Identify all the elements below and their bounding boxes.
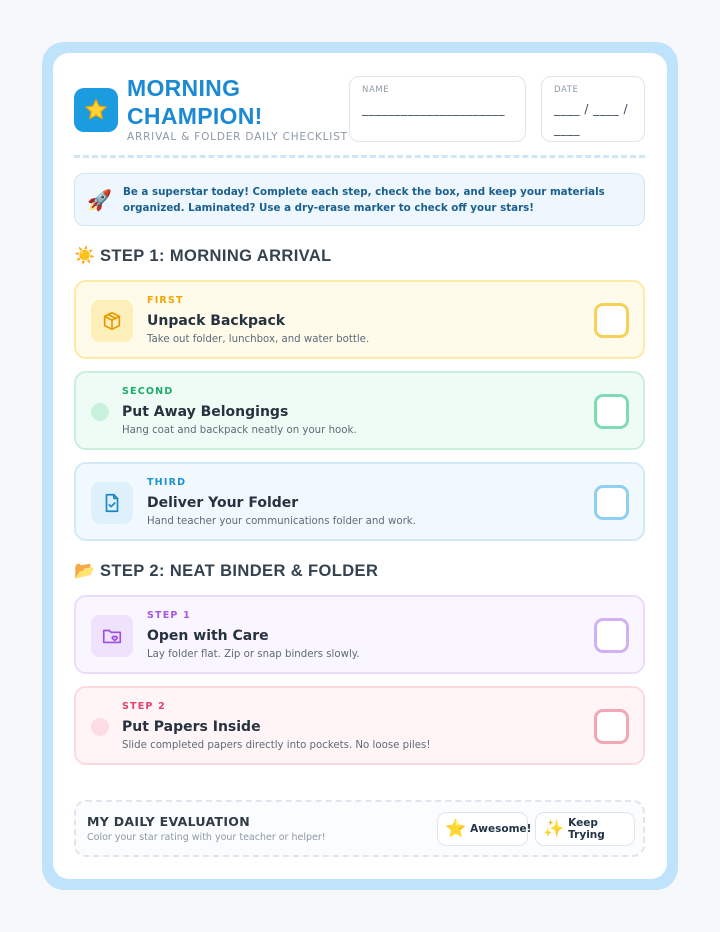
task-name: Open with Care (147, 628, 269, 644)
name-field[interactable] (349, 76, 526, 142)
task-open-with-care (74, 595, 645, 674)
section-title-arrival (74, 245, 332, 267)
task-order: THIRD (147, 477, 187, 488)
rating-label: Awesome! (470, 823, 532, 835)
document-check-icon (91, 482, 133, 524)
task-description: Lay folder flat. Zip or snap binders slowly. (147, 649, 360, 660)
sparkles-icon: ✨ (543, 819, 565, 839)
star-icon: ⭐ (445, 819, 467, 839)
box-icon (91, 300, 133, 342)
star-icon (74, 88, 118, 132)
task-description: Slide completed papers directly into pockets. No loose piles! (122, 740, 431, 751)
task-checkbox[interactable] (594, 618, 629, 653)
dot-icon (91, 403, 109, 421)
section-heading: STEP 1: MORNING ARRIVAL (100, 246, 332, 265)
task-description: Hand teacher your communications folder and work. (147, 516, 416, 527)
date-blank: ____ / ____ / ____ (554, 102, 629, 136)
date-field[interactable] (541, 76, 645, 142)
task-name: Deliver Your Folder (147, 495, 299, 511)
page-title: MORNING CHAMPION! (127, 75, 263, 129)
task-checkbox[interactable] (594, 303, 629, 338)
name-blank: ______________________ (362, 102, 505, 116)
task-order: STEP 2 (122, 701, 166, 712)
task-checkbox[interactable] (594, 485, 629, 520)
daily-evaluation (74, 800, 645, 857)
rating-keep-trying[interactable] (535, 812, 635, 846)
task-unpack-backpack (74, 280, 645, 359)
sun-icon: ☀️ (74, 246, 96, 266)
section-title-binder (74, 560, 378, 582)
task-description: Hang coat and backpack neatly on your hook. (122, 425, 357, 436)
task-order: FIRST (147, 295, 184, 306)
task-checkbox[interactable] (594, 709, 629, 744)
task-put-away-belongings (74, 371, 645, 450)
task-checkbox[interactable] (594, 394, 629, 429)
rating-label: Keep Trying (568, 817, 605, 841)
name-label: NAME (362, 85, 390, 95)
folder-heart-icon (91, 615, 133, 657)
task-order: SECOND (122, 386, 174, 397)
task-name: Put Papers Inside (122, 719, 261, 735)
evaluation-subtitle: Color your star rating with your teacher or helper! (87, 832, 326, 843)
rocket-icon: 🚀 (87, 187, 112, 212)
task-deliver-folder (74, 462, 645, 541)
intro-text: Be a superstar today! Complete each step, check the box, and keep your materials organized. Laminated? Use a dry-erase marker to check off your stars! (123, 185, 605, 214)
header-divider (74, 155, 645, 158)
section-heading: STEP 2: NEAT BINDER & FOLDER (100, 561, 379, 580)
dot-icon (91, 718, 109, 736)
task-put-papers-inside (74, 686, 645, 765)
task-order: STEP 1 (147, 610, 191, 621)
intro-banner (74, 173, 645, 226)
folder-icon: 📂 (74, 561, 96, 581)
task-description: Take out folder, lunchbox, and water bottle. (147, 334, 370, 345)
page-subtitle: ARRIVAL & FOLDER DAILY CHECKLIST (127, 131, 348, 143)
task-name: Unpack Backpack (147, 313, 286, 329)
date-label: DATE (554, 85, 579, 95)
rating-awesome[interactable] (437, 812, 532, 846)
evaluation-title: MY DAILY EVALUATION (87, 814, 250, 829)
task-name: Put Away Belongings (122, 404, 289, 420)
